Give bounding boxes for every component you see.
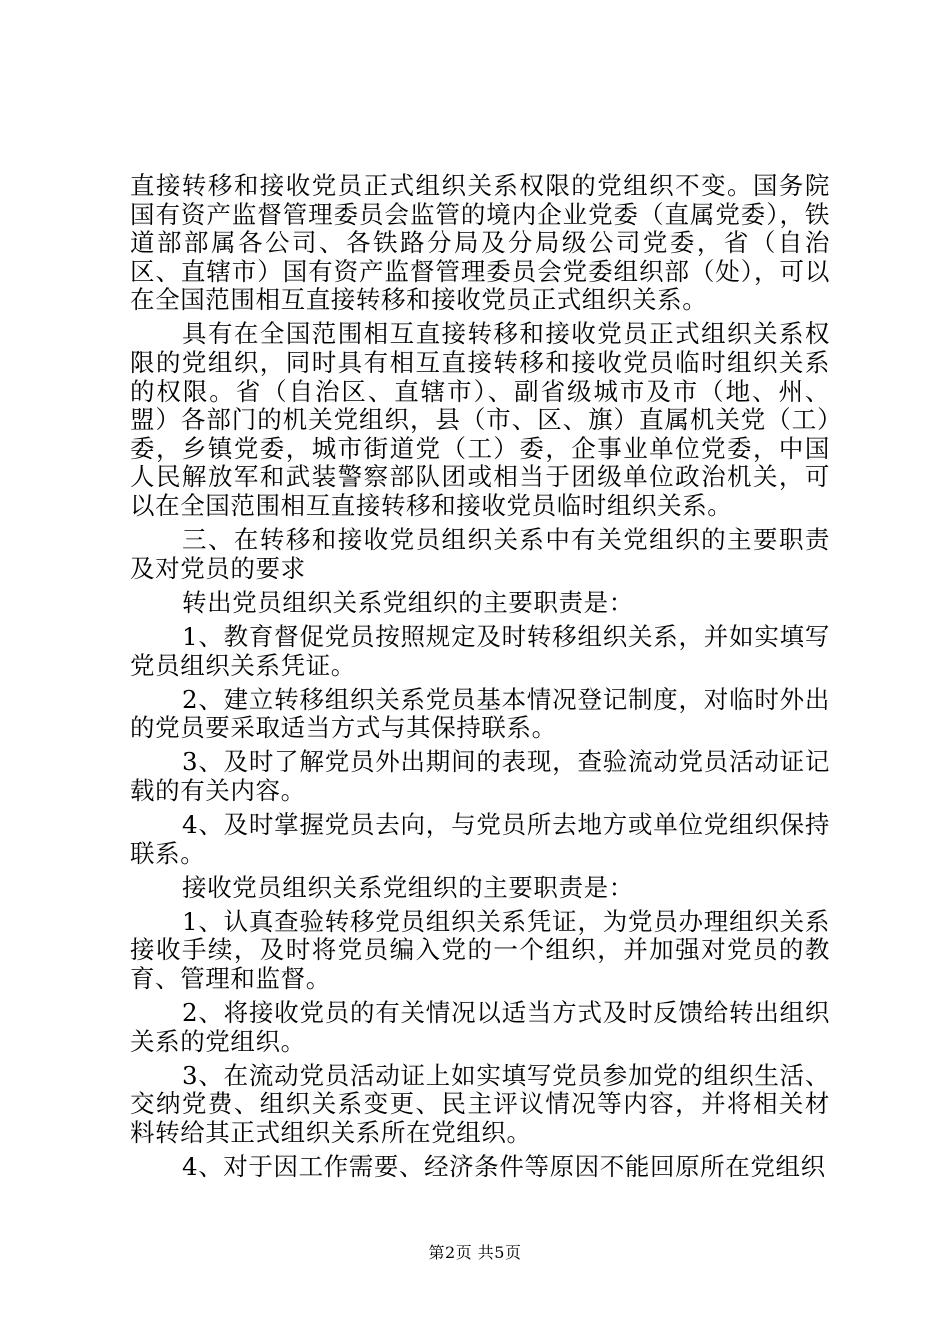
outgoing-duty-1: 1、教育督促党员按照规定及时转移组织关系，并如实填写党员组织关系凭证。 <box>130 621 830 680</box>
incoming-duty-2: 2、将接收党员的有关情况以适当方式及时反馈给转出组织关系的党组织。 <box>130 998 830 1056</box>
paragraph-incoming-duties-intro: 接收党员组织关系党组织的主要职责是： <box>182 872 634 902</box>
incoming-duty-3: 3、在流动党员活动证上如实填写党员参加党的组织生活、交纳党费、组织关系变更、民主评议情况等内容，并将相关材料转给其正式组织关系所在党组织。 <box>130 1060 830 1147</box>
paragraph-1: 直接转移和接收党员正式组织关系权限的党组织不变。国务院国有资产监督管理委员会监管的境内企业党委（直属党委），铁道部部属各公司、各铁路分局及分局级公司党委，省（自治区、直辖市）国有资产监督管理委员会党委组织部（处），可以在全国范围相互直接转移和接收党员正式组织关系。 <box>130 171 830 315</box>
page-footer <box>0 1243 950 1263</box>
page-number: 第2页 共5页 <box>428 1243 522 1262</box>
incoming-duty-1: 1、认真查验转移党员组织关系凭证，为党员办理组织关系接收手续，及时将党员编入党的一个组织，并加强对党员的教育、管理和监督。 <box>130 906 830 993</box>
section-heading-3: 三、在转移和接收党员组织关系中有关党组织的主要职责及对党员的要求 <box>130 525 830 583</box>
document-body <box>130 172 830 1187</box>
outgoing-duty-4: 4、及时掌握党员去向，与党员所去地方或单位党组织保持联系。 <box>130 809 830 868</box>
outgoing-duty-3: 3、及时了解党员外出期间的表现，查验流动党员活动证记载的有关内容。 <box>130 747 830 805</box>
paragraph-outgoing-duties-intro: 转出党员组织关系党组织的主要职责是： <box>182 587 634 617</box>
paragraph-2: 具有在全国范围相互直接转移和接收党员正式组织关系权限的党组织，同时具有相互直接转移和接收党员临时组织关系的权限。省（自治区、直辖市）、副省级城市及市（地、州、盟）各部门的机关党组织，县（市、区、旗）直属机关党（工）委，乡镇党委，城市街道党（工）委，企事业单位党委，中国人民解放军和武装警察部队团或相当于团级单位政治机关，可以在全国范围相互直接转移和接收党员临时组织关系。 <box>130 319 830 521</box>
outgoing-duty-2: 2、建立转移组织关系党员基本情况登记制度，对临时外出的党员要采取适当方式与其保持联系。 <box>130 684 830 743</box>
incoming-duty-4: 4、对于因工作需要、经济条件等原因不能回原所在党组织 <box>182 1152 826 1181</box>
